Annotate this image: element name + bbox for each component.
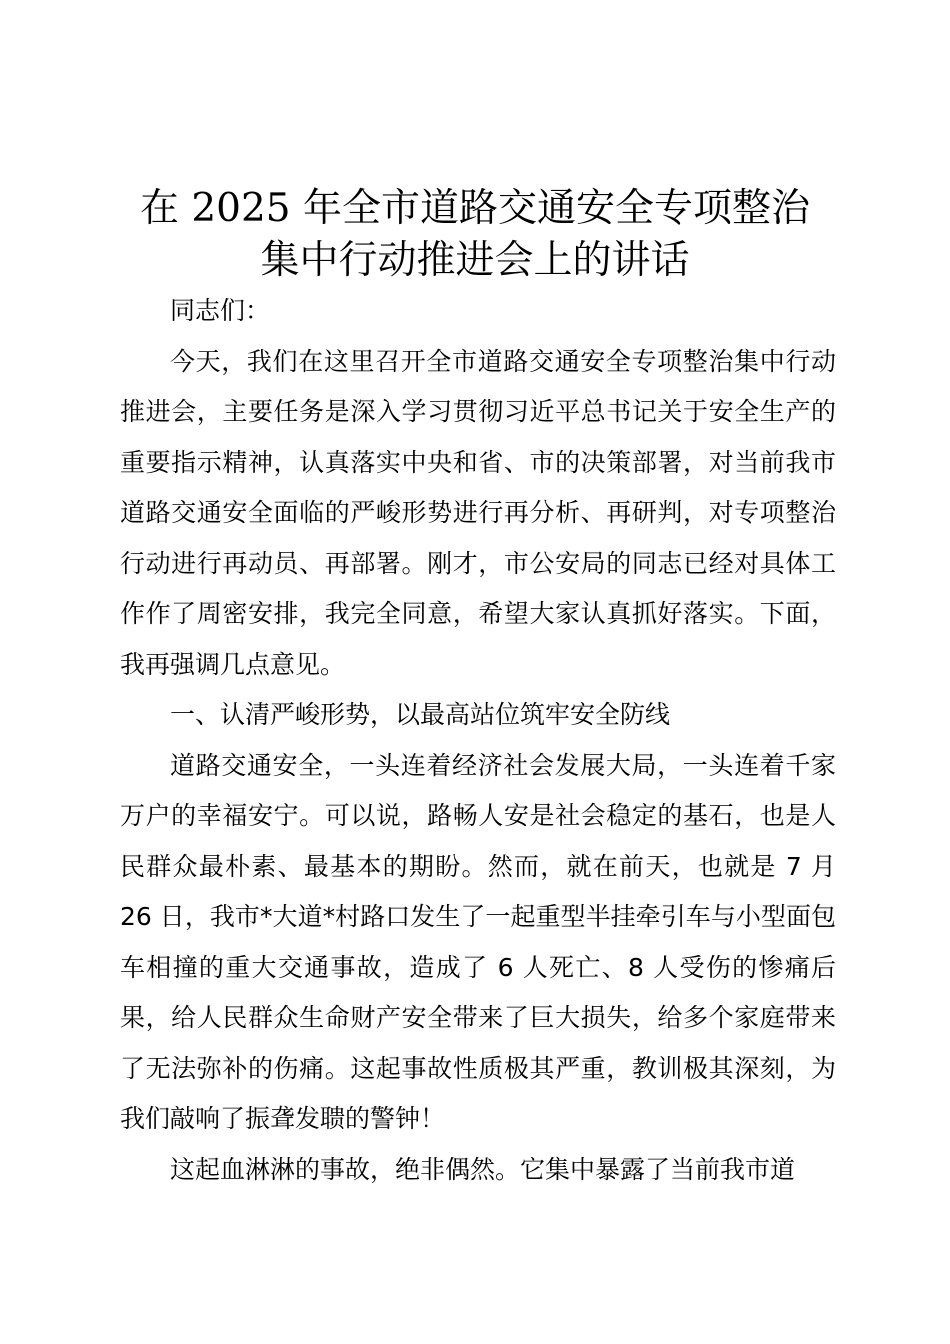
document-body — [120, 286, 836, 1195]
paragraph-analysis: 这起血淋淋的事故，绝非偶然。它集中暴露了当前我市道 — [170, 1154, 796, 1184]
paragraph-situation: 道路交通安全，一头连着经济社会发展大局，一头连着千家万户的幸福安宁。可以说，路畅人安是社会稳定的基石，也是人民群众最朴素、最基本的期盼。然而，就在前天，也就是 7 月 26 日，我市*大道*村路口发生了一起重型半挂牵引车与小型面包车相撞的重大交通事故，造成了 6 人死亡、8 人受伤的惨痛后果，给人民群众生命财产安全带来了巨大损失，给多个家庭带来了无法弥补的伤痛。这起事故性质极其严重，教训极其深刻，为我们敲响了振聋发聩的警钟！ — [120, 750, 836, 1133]
document-title — [120, 183, 830, 287]
section-heading-1: 一、认清严峻形势，以最高站位筑牢安全防线 — [170, 700, 671, 729]
paragraph-opening: 今天，我们在这里召开全市道路交通安全专项整治集中行动推进会，主要任务是深入学习贯彻习近平总书记关于安全生产的重要指示精神，认真落实中央和省、市的决策部署，对当前我市道路交通安全面临的严峻形势进行再分析、再研判，对专项整治行动进行再动员、再部署。刚才，市公安局的同志已经对具体工作作了周密安排，我完全同意，希望大家认真抓好落实。下面，我再强调几点意见。 — [120, 346, 836, 679]
salutation: 同志们： — [170, 296, 271, 325]
title-line-1: 在 2025 年全市道路交通安全专项整治 — [139, 186, 811, 231]
title-line-2: 集中行动推进会上的讲话 — [260, 238, 690, 283]
